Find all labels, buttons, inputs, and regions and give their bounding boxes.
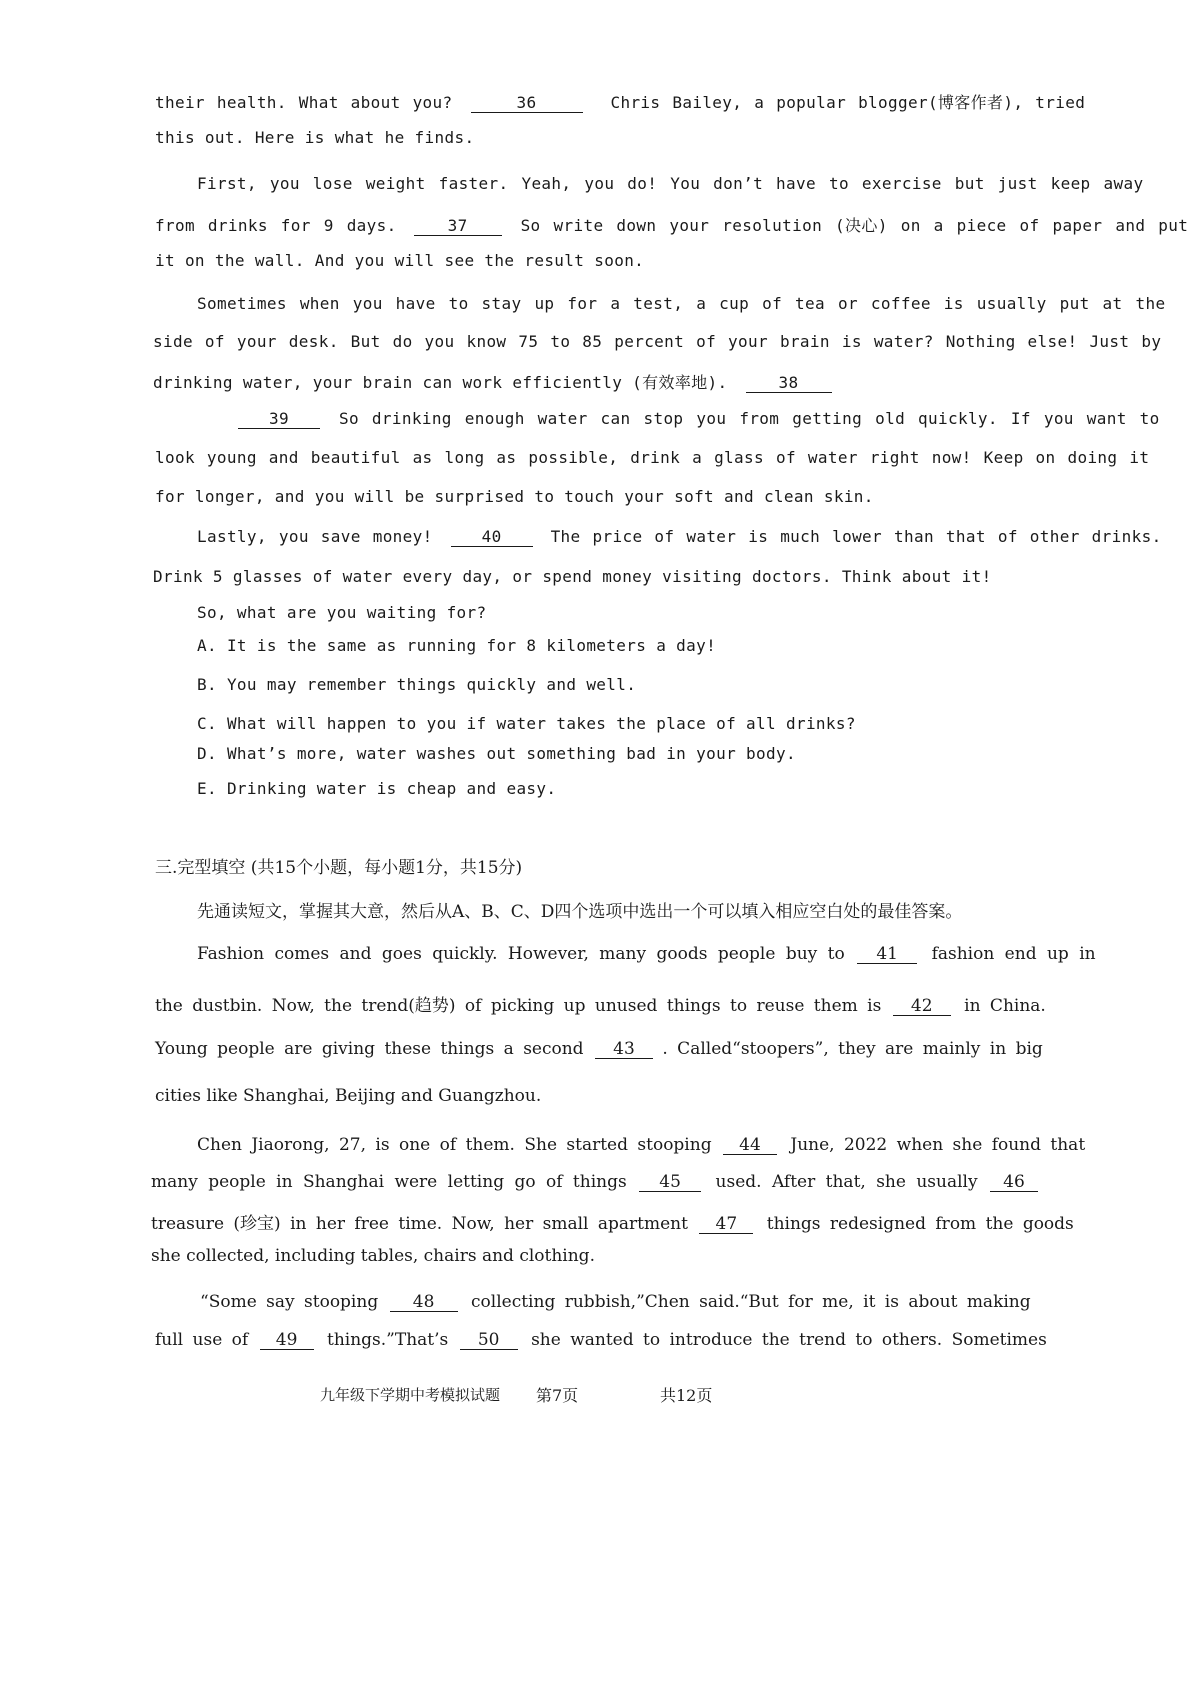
text-line: First, you lose weight faster. Yeah, you do! You don’t have to exercise but just keep away [197, 174, 1144, 193]
answer-blank-40: 40 [451, 528, 533, 547]
text-line: for longer, and you will be surprised to touch your soft and clean skin. [155, 487, 874, 506]
text-line: from drinks for 9 days. 37 So write down your resolution (决心) on a piece of paper and put [155, 216, 1189, 235]
text-line: Drink 5 glasses of water every day, or spend money visiting doctors. Think about it! [153, 567, 992, 586]
text-line: drinking water, your brain can work efficiently (有效率地). 38 [153, 370, 832, 393]
text-line: she collected, including tables, chairs and clothing. [151, 1246, 595, 1266]
text-line: Sometimes when you have to stay up for a test, a cup of tea or coffee is usually put at the [197, 294, 1166, 313]
section-instruction: 先通读短文，掌握其大意，然后从A、B、C、D四个选项中选出一个可以填入相应空白处的最佳答案。 [197, 902, 963, 922]
text-line: many people in Shanghai were letting go of things 45 used. After that, she usually 46 [151, 1172, 1038, 1192]
text-line: it on the wall. And you will see the result soon. [155, 251, 645, 270]
answer-blank-50: 50 [460, 1331, 518, 1350]
answer-blank-43: 43 [595, 1040, 653, 1059]
text-line: Young people are giving these things a second 43 . Called“stoopers”, they are mainly in big [155, 1039, 1043, 1059]
option-a: A. It is the same as running for 8 kilometers a day! [197, 636, 717, 655]
section-heading: 三.完型填空 (共15个小题，每小题1分，共15分) [155, 858, 523, 878]
footer-total-pages: 共12页 [660, 1386, 713, 1405]
option-d: D. What’s more, water washes out something bad in your body. [197, 744, 796, 763]
text-line: their health. What about you? 36 Chris Bailey, a popular blogger(博客作者), tried [155, 93, 1086, 112]
text-line: side of your desk. But do you know 75 to 85 percent of your brain is water? Nothing else! Just by [153, 332, 1162, 351]
answer-blank-41: 41 [857, 945, 917, 964]
footer-page-number: 第7页 [536, 1386, 579, 1405]
answer-blank-39: 39 [238, 410, 320, 429]
text-line: Lastly, you save money! 40 The price of water is much lower than that of other drinks. [197, 527, 1162, 546]
answer-blank-48: 48 [390, 1293, 458, 1312]
option-c: C. What will happen to you if water takes the place of all drinks? [197, 714, 856, 733]
option-e: E. Drinking water is cheap and easy. [197, 779, 557, 798]
text-line: the dustbin. Now, the trend(趋势) of picking up unused things to reuse them is 42 in China. [155, 996, 1046, 1016]
text-line: Fashion comes and goes quickly. However, many goods people buy to 41 fashion end up in [197, 944, 1096, 964]
answer-blank-37: 37 [414, 217, 502, 236]
text-line: treasure (珍宝) in her free time. Now, her small apartment 47 things redesigned from the goods [151, 1214, 1074, 1234]
text-line: full use of 49 things.”That’s 50 she wanted to introduce the trend to others. Sometimes [155, 1330, 1047, 1350]
answer-blank-36: 36 [471, 94, 583, 113]
answer-blank-47: 47 [699, 1215, 753, 1234]
text-line: cities like Shanghai, Beijing and Guangzhou. [155, 1086, 542, 1106]
answer-blank-42: 42 [893, 997, 951, 1016]
text-line: 39 So drinking enough water can stop you from getting old quickly. If you want to [238, 409, 1160, 429]
text-line: look young and beautiful as long as possible, drink a glass of water right now! Keep on doing it [155, 448, 1150, 467]
text-line: this out. Here is what he finds. [155, 128, 475, 147]
text-line: Chen Jiaorong, 27, is one of them. She started stooping 44 June, 2022 when she found that [197, 1135, 1086, 1155]
answer-blank-49: 49 [260, 1331, 314, 1350]
footer-title: 九年级下学期中考模拟试题 [320, 1386, 501, 1404]
answer-blank-46: 46 [990, 1173, 1038, 1192]
option-b: B. You may remember things quickly and well. [197, 675, 637, 694]
text-line: So, what are you waiting for? [197, 603, 487, 622]
answer-blank-45: 45 [639, 1173, 701, 1192]
text-line: “Some say stooping 48 collecting rubbish,”Chen said.“But for me, it is about making [200, 1292, 1031, 1312]
answer-blank-38: 38 [746, 374, 832, 393]
answer-blank-44: 44 [723, 1136, 777, 1155]
